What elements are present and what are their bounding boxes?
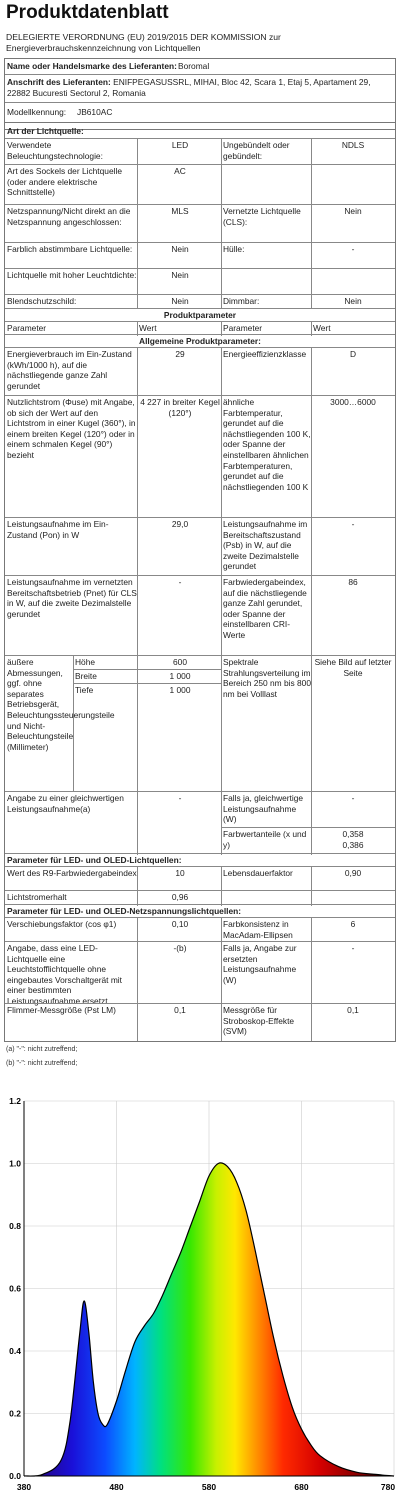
lst-row4-param: Farblich abstimmbare Lichtquelle: [7,244,133,254]
stroboscopic-value: 0,1 [347,1005,359,1015]
energy-consumption-value: 29 [175,349,185,359]
y-tick-label: 0.4 [9,1346,21,1356]
chromaticity-label: Farbwertanteile (x und y) [223,829,307,850]
replaced-power-label: Falls ja, Angabe zur ersetzten Leistungsaufnahme (W) [223,943,297,985]
energy-consumption-label: Energieverbrauch im Ein-Zustand (kWh/1000 h), auf die nächstliegende ganze Zahl gerundet [7,349,132,391]
energy-class-value: D [349,349,357,359]
model-value: JB610AC [77,107,113,117]
x-tick-labels [17,1482,395,1492]
y-tick-label: 1.0 [9,1158,21,1169]
parameter-table [4,122,396,1042]
supplier-name-label: Name oder Handelsmarke des Lieferanten: [7,61,177,71]
lst-row6-value2: Nein [344,296,362,306]
survival-factor-label: Lebensdauerfaktor [223,868,293,878]
chromaticity-y: 0,386 [342,840,364,850]
lst-row1-value: LED [171,140,189,150]
supplier-address-value: ENIFPEGASUSSRL, MIHAI, Bloc 42, Scara 1, Etaj 5, Apartament 29, 22882 Bucuresti Sectorul 2, Romania [7,77,371,98]
supplier-address [7,77,393,98]
lst-row4-value2: - [351,244,355,254]
equivalent-power-w-value: - [351,793,355,803]
lst-row2-param: Art des Sockels der Lichtquelle (oder andere elektrische Schnittstelle) [7,166,122,198]
lst-row4-value: Nein [171,244,189,254]
y-tick-label: 0.8 [9,1221,21,1231]
lst-row3-value: MLS [171,206,189,216]
lst-row5-param: Lichtquelle mit hoher Leuchtdichte: [7,270,137,280]
supplier-box [4,58,396,130]
useful-flux-value: 4 227 in breiter Kegel (120°) [140,397,220,418]
lst-row1-param2: Ungebündelt oder gebündelt: [223,140,290,161]
chromaticity-x: 0,358 [342,829,364,839]
supplier-name-value: Boromal [178,61,210,71]
dim-height-label: Höhe [75,657,96,667]
r9-label: Wert des R9-Farbwiedergabeindex [7,868,137,878]
lumen-maintenance-value: 0,96 [171,892,189,902]
y-tick-label: 0.0 [9,1471,21,1481]
y-tick-label: 1.2 [9,1096,21,1106]
cct-label: ähnliche Farbtemperatur, gerundet auf die nächstliegenden 100 K, oder Spanne der einstellbaren ähnlichen Farbtemperaturen, gerundet auf die nächstliegenden 100 K [223,397,311,492]
power-standby-value: - [351,519,355,529]
lst-row6-value: Nein [171,296,189,306]
lumen-maintenance-label: Lichtstromerhalt [7,892,67,902]
power-on-value: 29,0 [171,519,189,529]
equivalent-power-label: Angabe zu einer gleichwertigen Leistungsaufnahme(a) [7,793,124,814]
colour-consistency-value: 6 [350,919,356,929]
replaced-power-value: - [351,943,355,953]
footnote-a: (a) "-": nicht zutreffend; [6,1046,78,1053]
r9-value: 10 [175,868,185,878]
equivalent-power-value: - [178,793,182,803]
col-header-value: Wert [139,323,157,333]
lst-row3-value2: Nein [344,206,362,216]
y-tick-label: 0.2 [9,1408,21,1419]
general-parameters-heading: Allgemeine Produktparameter: [139,336,261,346]
lst-row3-param2: Vernetzte Lichtquelle (CLS): [223,206,301,227]
displacement-factor-value: 0,10 [171,919,189,929]
power-net-value: - [178,577,182,587]
flicker-value: 0,1 [174,1005,186,1015]
useful-flux-label: Nutzlichtstrom (Φuse) mit Angabe, ob sich der Wert auf den Lichtstrom in einer Kugel (360°), in einem breiten Kegel (120°) oder in einem schmalen Kegel (90°) bezieht [7,397,136,460]
light-source-type-heading: Art der Lichtquelle: [7,126,84,136]
led-parameters-heading: Parameter für LED- und OLED-Lichtquellen: [7,855,182,865]
col-header-parameter: Parameter [7,323,47,333]
col-header-parameter2: Parameter [223,323,263,333]
lst-row5-value: Nein [171,270,189,280]
power-standby-label: Leistungsaufnahme im Bereitschaftszustand (Psb) in W, auf die zweite Dezimalstelle gerundet [223,519,308,572]
fluorescent-replacement-value: -(b) [173,943,187,953]
stroboscopic-label: Messgröße für Stroboskop-Effekte (SVM) [223,1005,295,1037]
cri-value: 86 [348,577,358,587]
spectral-distribution-value: Siehe Bild auf letzter Seite [314,657,392,678]
footnote-b: (b) "-": nicht zutreffend; [6,1060,78,1067]
spectral-distribution-label: Spektrale Strahlungsverteilung im Bereich 250 nm bis 800 nm bei Volllast [223,657,311,699]
fluorescent-replacement-label: Angabe, dass eine LED-Lichtquelle eine Leuchtstofflichtquelle ohne eingebautes Vorschaltgerät mit einer bestimmten Leistungsaufnahme ersetzt. [7,943,122,1006]
survival-factor-value: 0,90 [344,868,362,878]
x-tick-label: 680 [294,1482,309,1492]
dim-depth-value: 1 000 [169,685,191,695]
dim-depth-label: Tiefe [75,685,94,695]
y-tick-labels [9,1096,21,1481]
power-on-label: Leistungsaufnahme im Ein-Zustand (Pon) in W [7,519,109,540]
dim-width-value: 1 000 [169,671,191,681]
x-tick-label: 380 [16,1482,32,1492]
lst-row3-param: Netzspannung/Nicht direkt an die Netzspannung angeschlossen: [7,206,131,227]
equivalent-power-w-label: Falls ja, gleichwertige Leistungsaufnahme (W) [223,793,304,825]
dim-width-label: Breite [75,671,97,681]
dim-height-value: 600 [173,657,187,667]
mains-parameters-heading: Parameter für LED- und OLED-Netzspannungslichtquellen: [7,906,242,916]
col-header-value2: Wert [313,323,331,333]
y-tick-label: 0.6 [9,1283,21,1294]
product-parameters-heading: Produktparameter [163,310,237,320]
cct-value: 3000…6000 [330,397,376,407]
displacement-factor-label: Verschiebungsfaktor (cos φ1) [7,919,117,929]
spectrum-area [24,1163,394,1476]
lst-row6-param2: Dimmbar: [223,296,260,306]
lst-row2-value: AC [174,166,186,176]
energy-class-label: Energieeffizienzklasse [223,349,307,359]
x-tick-label: 480 [109,1482,124,1492]
lst-row1-param: Verwendete Beleuchtungstechnologie: [7,140,103,161]
colour-consistency-label: Farbkonsistenz in MacAdam-Ellipsen [223,919,293,940]
dimensions-label: äußere Abmessungen, ggf. ohne separates Betriebsgerät, Beleuchtungssteuerungsteile und Nicht-Beleuchtungsteile (Millimeter) [7,657,115,752]
page-title: Produktdatenblatt [6,2,169,23]
power-net-label: Leistungsaufnahme im vernetzten Bereitschaftsbetrieb (Pnet) für CLS in W, auf die zweite Dezimalstelle gerundet [7,577,137,619]
x-tick-label: 580 [201,1482,217,1492]
lst-row4-param2: Hülle: [223,244,245,254]
flicker-label: Flimmer-Messgröße (Pst LM) [7,1005,116,1015]
lst-row6-param: Blendschutzschild: [7,296,77,306]
regulation-reference: DELEGIERTE VERORDNUNG (EU) 2019/2015 DER KOMMISSION zur Energieverbrauchskennzeichnung von Lichtquellen [6,32,281,53]
model-label: Modellkennung: [7,107,67,117]
lst-row1-value2: NDLS [341,140,365,150]
x-tick-label: 780 [380,1482,396,1492]
spectral-distribution-chart [0,1095,400,1500]
cri-label: Farbwiedergabeindex, auf die nächstliegende ganze Zahl gerundet, oder Spanne der einstellbaren CRI-Werte [223,577,307,640]
supplier-address-label: Anschrift des Lieferanten: [7,77,111,87]
